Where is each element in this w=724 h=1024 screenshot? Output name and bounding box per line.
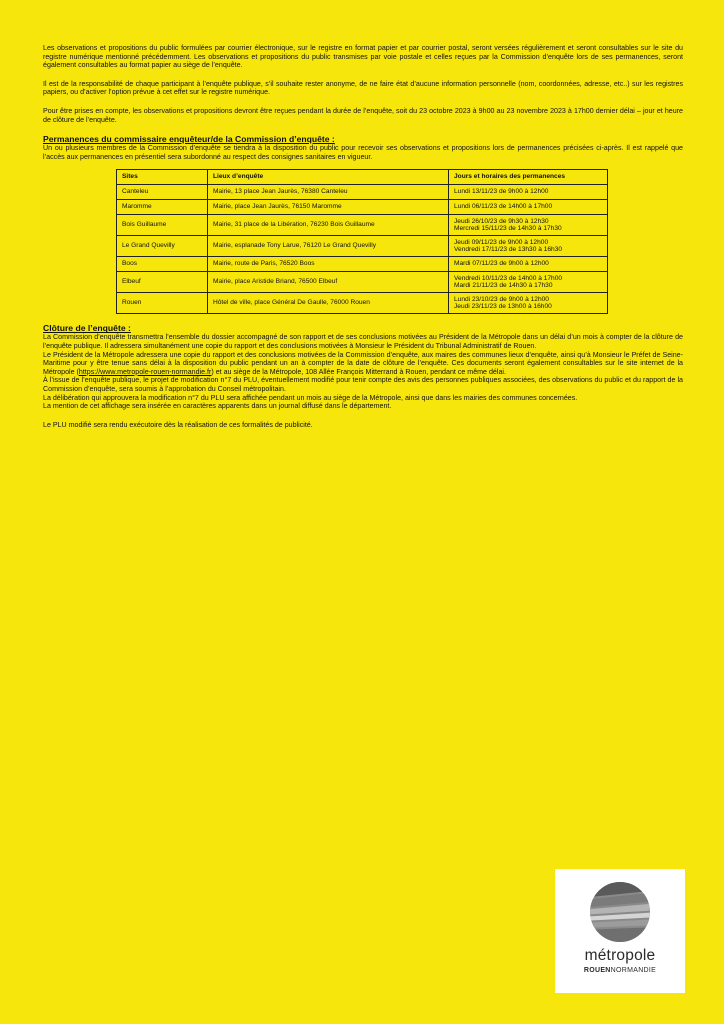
cell-site: Le Grand Quevilly [117, 236, 208, 257]
horaire-2: Vendredi 17/11/23 de 13h30 à 16h30 [454, 246, 563, 254]
table-row [117, 200, 608, 215]
table-row [117, 293, 608, 314]
permanences-heading: Permanences du commissaire enquêteur/de la Commission d’enquête : [43, 134, 335, 145]
cloture-heading: Clôture de l’enquête : [43, 323, 131, 334]
cell-horaires [449, 257, 608, 272]
horaire-1: Jeudi 09/11/23 de 9h00 à 12h00 [454, 238, 549, 246]
cell-lieu: Mairie, esplanade Tony Larue, 76120 Le Grand Quevilly [208, 236, 449, 257]
intro-paragraph-2: Il est de la responsabilité de chaque participant à l’enquête publique, s’il souhaite rester anonyme, de ne faire état d’aucune information personnelle (nom, coordonnées, adresse, etc..) sur les registres papiers, ou d’activer l’option prévue à cet effet sur le registre numérique. [43, 79, 683, 97]
cell-lieu: Hôtel de ville, place Général De Gaulle, 76000 Rouen [208, 293, 449, 314]
cloture-p2-end: ) et au siège de la Métropole, 108 Allée François Mitterrand à Rouen, pendant ce même délai. [211, 367, 506, 376]
horaire-1: Vendredi 10/11/23 de 14h00 à 17h00 [454, 274, 563, 282]
cell-site: Bois Guillaume [117, 215, 208, 236]
cloture-paragraph-6: Le PLU modifié sera rendu exécutoire dès la réalisation de ces formalités de publicité. [43, 420, 313, 429]
intro-paragraph-3: Pour être prises en compte, les observations et propositions devront être reçues pendant la durée de l’enquête, soit du 23 octobre 2023 à 9h00 au 23 novembre 2023 à 17h00 dernier délai – jour et heure de clôture de l’enquête. [43, 106, 683, 124]
cell-horaires [449, 272, 608, 293]
cloture-paragraph-3: À l’issue de l’enquête publique, le projet de modification n°7 du PLU, éventuellement modifié pour tenir compte des avis des personnes publiques associées, des observations du public et du rapport de la Commission d’enquête, sera soumis à l’approbation du Conseil métropolitain. [43, 376, 683, 393]
horaire-2: Mercredi 15/11/23 de 14h30 à 17h30 [454, 225, 562, 233]
intro-paragraph-1: Les observations et propositions du public formulées par courrier électronique, sur le registre en format papier et par courrier postal, seront versées régulièrement et seront consultables sur le site du registre numérique mentionné précédemment. Les observations et propositions du public transmises par voie postale et celles reçues par la Commission d’enquête lors de ses permanences, seront également consultables au format papier au siège de l’enquête. [43, 44, 683, 70]
horaire-1: Lundi 23/10/23 de 9h00 à 12h00 [454, 295, 549, 303]
cell-site: Boos [117, 257, 208, 272]
cloture-paragraph-4: La délibération qui approuvera la modification n°7 du PLU sera affichée pendant un mois au siège de la Métropole, ainsi que dans les mairies des communes concernées. [43, 393, 578, 402]
document-body [43, 44, 683, 429]
cell-lieu: Mairie, 13 place Jean Jaurès, 76380 Canteleu [208, 185, 449, 200]
table-row [117, 236, 608, 257]
horaire-1: Jeudi 26/10/23 de 9h30 à 12h30 [454, 217, 549, 225]
cloture-paragraph-1: La Commission d’enquête transmettra l’ensemble du dossier accompagné de son rapport et de ses conclusions motivées au Président de la Métropole dans un délai d’un mois à compter de la clôture de l’enquête publique. Il adressera simultanément une copie du rapport et des conclusions motivées à Monsieur le Président du Tribunal Administratif de Rouen. [43, 333, 683, 350]
cell-horaires [449, 215, 608, 236]
cell-site: Elbeuf [117, 272, 208, 293]
cell-horaires [449, 200, 608, 215]
metropole-logo [555, 869, 685, 993]
cloture-paragraph-2 [43, 351, 683, 377]
horaire-1: Lundi 13/11/23 de 9h00 à 12h00 [454, 188, 549, 196]
cell-lieu: Mairie, place Jean Jaurès, 76150 Maromme [208, 200, 449, 215]
table-row [117, 215, 608, 236]
table-row [117, 272, 608, 293]
table-row [117, 257, 608, 272]
permanences-text: Un ou plusieurs membres de la Commission d’enquête se tiendra à la disposition du public pour recevoir ses observations et propositions lors de permanences précisées ci-après. Il est rappelé que l’accès aux permanences en présentiel sera subordonné au respect des consignes sanitaires en vigueur. [43, 144, 683, 161]
horaire-1: Lundi 06/11/23 de 14h00 à 17h00 [454, 203, 553, 211]
horaire-1: Mardi 07/11/23 de 9h00 à 12h00 [454, 260, 549, 268]
table-row [117, 185, 608, 200]
table-header-row [117, 170, 608, 185]
header-sites: Sites [117, 170, 208, 185]
cell-site: Maromme [117, 200, 208, 215]
cell-horaires [449, 236, 608, 257]
header-horaires: Jours et horaires des permanences [449, 170, 608, 185]
logo-emblem-icon [580, 881, 660, 943]
metropole-link[interactable]: https://www.metropole-rouen-normandie.fr [78, 367, 212, 376]
cell-horaires [449, 185, 608, 200]
cloture-paragraph-5: La mention de cet affichage sera insérée en caractères apparents dans un journal diffusé dans le département. [43, 402, 392, 411]
logo-subtitle [555, 967, 685, 974]
logo-word: métropole [584, 947, 656, 964]
cloture-p2-start: Le Président de la Métropole adressera une copie du rapport et des conclusions motivées de la Commission d’enquête, aux maires des communes lieux d’enquête, ainsi qu’à Monsieur le Préfet de Seine-Maritime pour y être tenue sans délai à la disposition du public pendant un an à compter de la date de clôture de l’enquête. Ces documents seront également consultables sur le site internet de la Métropole ( [43, 350, 683, 376]
header-lieux: Lieux d’enquête [208, 170, 449, 185]
horaire-2: Mardi 21/11/23 de 14h30 à 17h30 [454, 282, 553, 290]
cell-lieu: Mairie, place Aristide Briand, 76500 Elbeuf [208, 272, 449, 293]
logo-sub-thin: NORMANDIE [610, 967, 657, 974]
horaire-2: Jeudi 23/11/23 de 13h00 à 16h00 [454, 303, 552, 311]
permanences-table [116, 169, 608, 314]
logo-sub-bold: ROUEN [583, 967, 611, 974]
cell-lieu: Mairie, 31 place de la Libération, 76230 Bois Guillaume [208, 215, 449, 236]
cell-horaires [449, 293, 608, 314]
cell-site: Canteleu [117, 185, 208, 200]
cell-site: Rouen [117, 293, 208, 314]
cell-lieu: Mairie, route de Paris, 76520 Boos [208, 257, 449, 272]
